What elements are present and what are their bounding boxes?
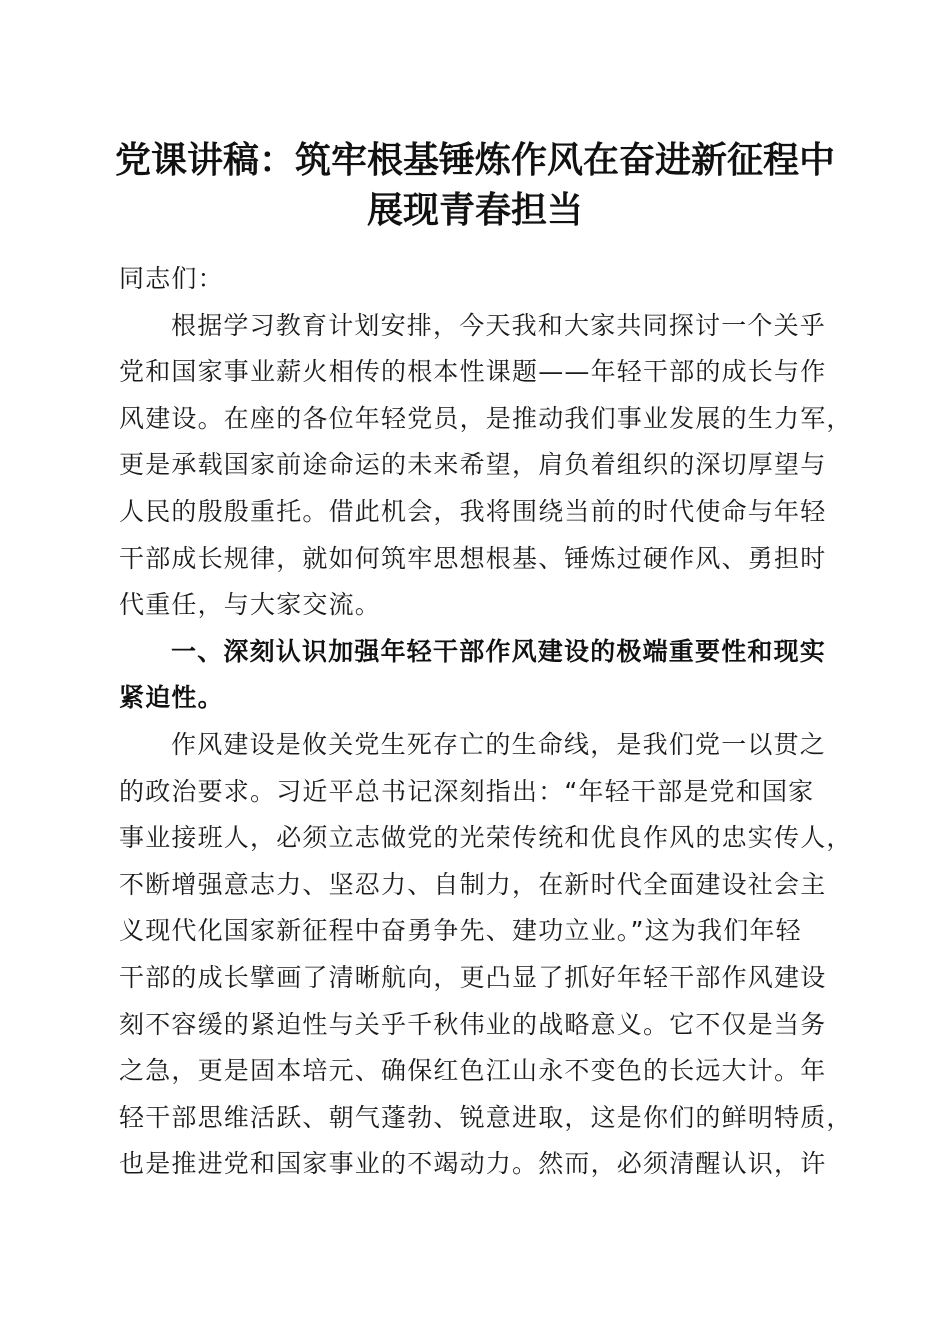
text-line: 刻不容缓的紧迫性与关乎千秋伟业的战略意义。它不仅是当务 (119, 1009, 827, 1039)
text-line: 事业接班人，必须立志做党的光荣传统和优良作风的忠实传人， (119, 823, 853, 853)
text-line: 同志们： (119, 264, 224, 293)
text-line: 的政治要求。习近平总书记深刻指出：“年轻干部是党和国家 (119, 776, 815, 806)
text-line: 根据学习教育计划安排，今天我和大家共同探讨一个关乎 (171, 310, 827, 340)
text-line: 之急，更是固本培元、确保红色江山永不变色的长远大计。年 (119, 1056, 827, 1086)
title-line: 展现青春担当 (366, 189, 583, 231)
text-line: 风建设。在座的各位年轻党员，是推动我们事业发展的生力军， (119, 403, 853, 433)
document-title (100, 135, 850, 235)
text-line: 干部成长规律，就如何筑牢思想根基、锤炼过硬作风、勇担时 (119, 543, 827, 573)
text-line: 作风建设是攸关党生死存亡的生命线，是我们党一以贯之 (171, 729, 827, 759)
text-line: 轻干部思维活跃、朝气蓬勃、锐意进取，这是你们的鲜明特质， (119, 1102, 853, 1132)
text-line: 干部的成长擘画了清晰航向，更凸显了抓好年轻干部作风建设 (119, 962, 827, 992)
text-line: 党和国家事业薪火相传的根本性课题——年轻干部的成长与作 (119, 357, 827, 387)
paragraph-section-one (119, 722, 853, 1188)
text-line: 人民的殷殷重托。借此机会，我将围绕当前的时代使命与年轻 (119, 496, 827, 526)
document-body (119, 256, 853, 1188)
section-heading (119, 629, 831, 722)
heading-line: 一、深刻认识加强年轻干部作风建设的极端重要性和现实 (171, 636, 827, 666)
text-line: 更是承载国家前途命运的未来希望，肩负着组织的深切厚望与 (119, 450, 827, 480)
salutation (119, 256, 831, 303)
text-line: 也是推进党和国家事业的不竭动力。然而，必须清醒认识，许 (119, 1149, 827, 1179)
paragraph-intro (119, 303, 853, 629)
title-line: 党课讲稿：筑牢根基锤炼作风在奋进新征程中 (114, 139, 835, 181)
text-line: 代重任，与大家交流。 (119, 590, 382, 620)
heading-line: 紧迫性。 (119, 683, 224, 713)
text-line: 义现代化国家新征程中奋勇争先、建功立业。”这为我们年轻 (119, 916, 802, 946)
text-line: 不断增强意志力、坚忍力、自制力，在新时代全面建设社会主 (119, 869, 827, 899)
